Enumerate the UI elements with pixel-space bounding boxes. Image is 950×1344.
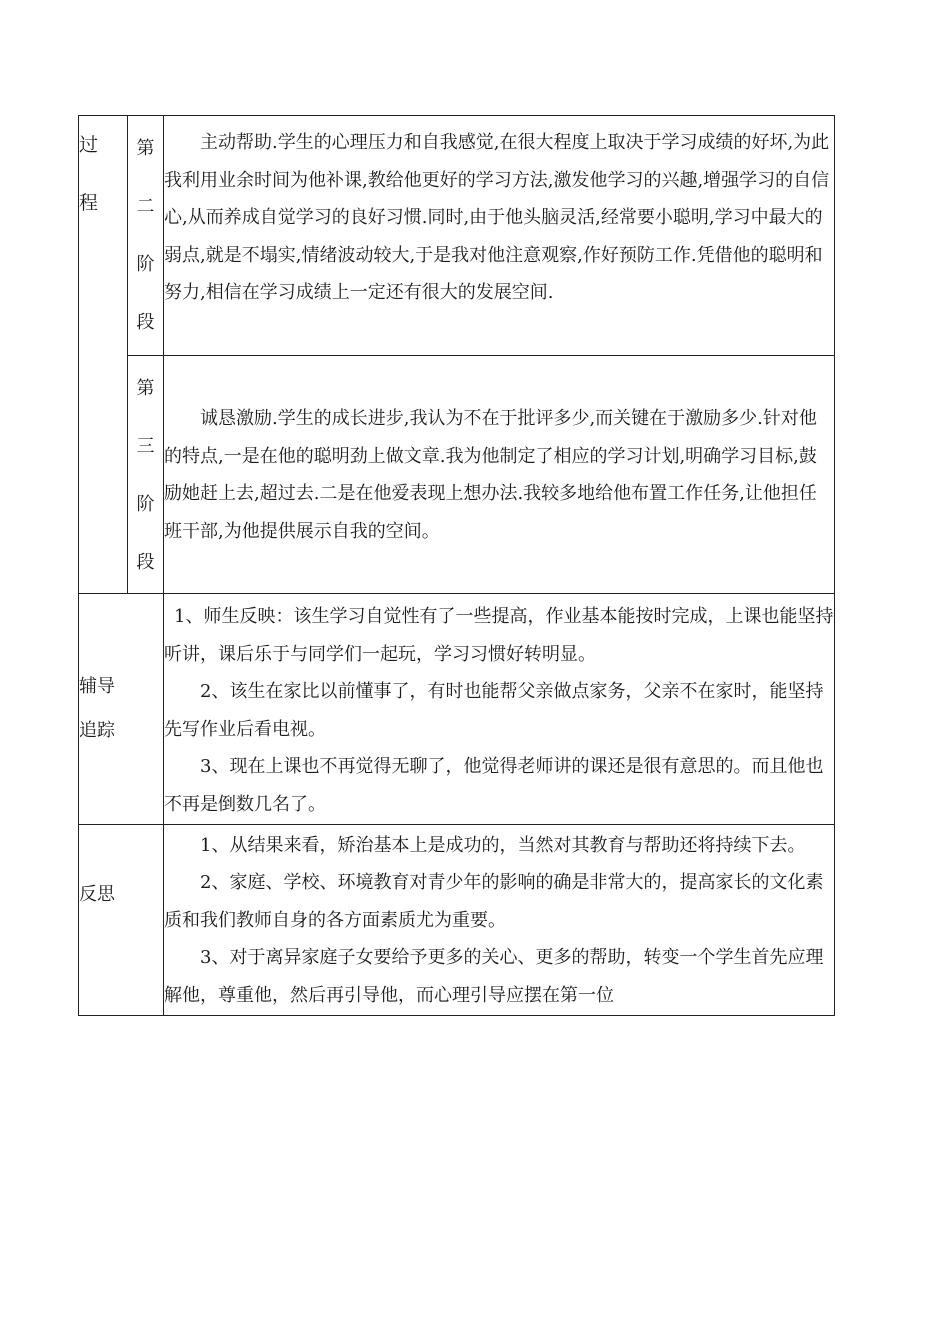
tracking-content	[164, 594, 835, 825]
tracking-paragraph: 2、该生在家比以前懂事了，有时也能帮父亲做点家务，父亲不在家时，能坚持先写作业后看电视。	[164, 681, 824, 740]
record-table	[78, 115, 835, 1016]
process-label-char: 过	[79, 134, 99, 156]
stage2-label	[128, 116, 164, 356]
tracking-label-line: 追踪	[79, 719, 115, 741]
reflection-label-text: 反思	[79, 883, 115, 905]
stage-label-char: 段	[136, 312, 155, 333]
tracking-row	[79, 594, 835, 825]
reflection-paragraph: 3、对于离异家庭子女要给予更多的关心、更多的帮助，转变一个学生首先应理解他，尊重他，然后再引导他，而心理引导应摆在第一位	[164, 947, 824, 1006]
stage3-content	[164, 356, 835, 594]
stage2-text: 主动帮助.学生的心理压力和自我感觉,在很大程度上取决于学习成绩的好坏,为此我利用业余时间为他补课,教给他更好的学习方法,激发他学习的兴趣,增强学习的自信心,从而养成自觉学习的良好习惯.同时,由于他头脑灵活,经常要小聪明,学习中最大的弱点,就是不塌实,情绪波动较大,于是我对他注意观察,作好预防工作.凭借他的聪明和努力,相信在学习成绩上一定还有很大的发展空间.	[164, 132, 830, 304]
tracking-paragraph: 1、师生反映：该生学习自觉性有了一些提高，作业基本能按时完成，上课也能坚持听讲，课后乐于与同学们一起玩，学习习惯好转明显。	[164, 606, 834, 665]
stage-label-char: 第	[136, 138, 155, 159]
stage2-content	[164, 116, 835, 356]
stage-label-char: 阶	[136, 254, 155, 275]
reflection-row	[79, 824, 835, 1015]
tracking-paragraph: 3、现在上课也不再觉得无聊了，他觉得老师讲的课还是很有意思的。而且他也不再是倒数几名了。	[164, 756, 824, 815]
reflection-label	[79, 824, 164, 1015]
stage2-row	[79, 116, 835, 356]
reflection-paragraph: 1、从结果来看，矫治基本上是成功的，当然对其教育与帮助还将持续下去。	[200, 834, 806, 856]
tracking-label	[79, 594, 164, 825]
stage-label-char: 三	[136, 436, 155, 457]
tracking-label-line: 辅导	[79, 675, 115, 697]
process-label	[79, 116, 128, 594]
stage3-text: 诚恳激励.学生的成长进步,我认为不在于批评多少,而关键在于激励多少.针对他的特点,一是在他的聪明劲上做文章.我为他制定了相应的学习计划,明确学习目标,鼓励她赶上去,超过去.二是在他爱表现上想办法.我较多地给他布置工作任务,让他担任班干部,为他提供展示自我的空间。	[164, 408, 817, 542]
reflection-content	[164, 824, 835, 1015]
stage3-label	[128, 356, 164, 594]
reflection-paragraph: 2、家庭、学校、环境教育对青少年的影响的确是非常大的，提高家长的文化素质和我们教师自身的各方面素质尤为重要。	[164, 872, 824, 931]
stage-label-char: 段	[136, 552, 155, 573]
process-label-char: 程	[79, 192, 99, 214]
stage-label-char: 第	[136, 378, 155, 399]
stage-label-char: 二	[136, 196, 155, 217]
stage3-row	[79, 356, 835, 594]
stage-label-char: 阶	[136, 494, 155, 515]
